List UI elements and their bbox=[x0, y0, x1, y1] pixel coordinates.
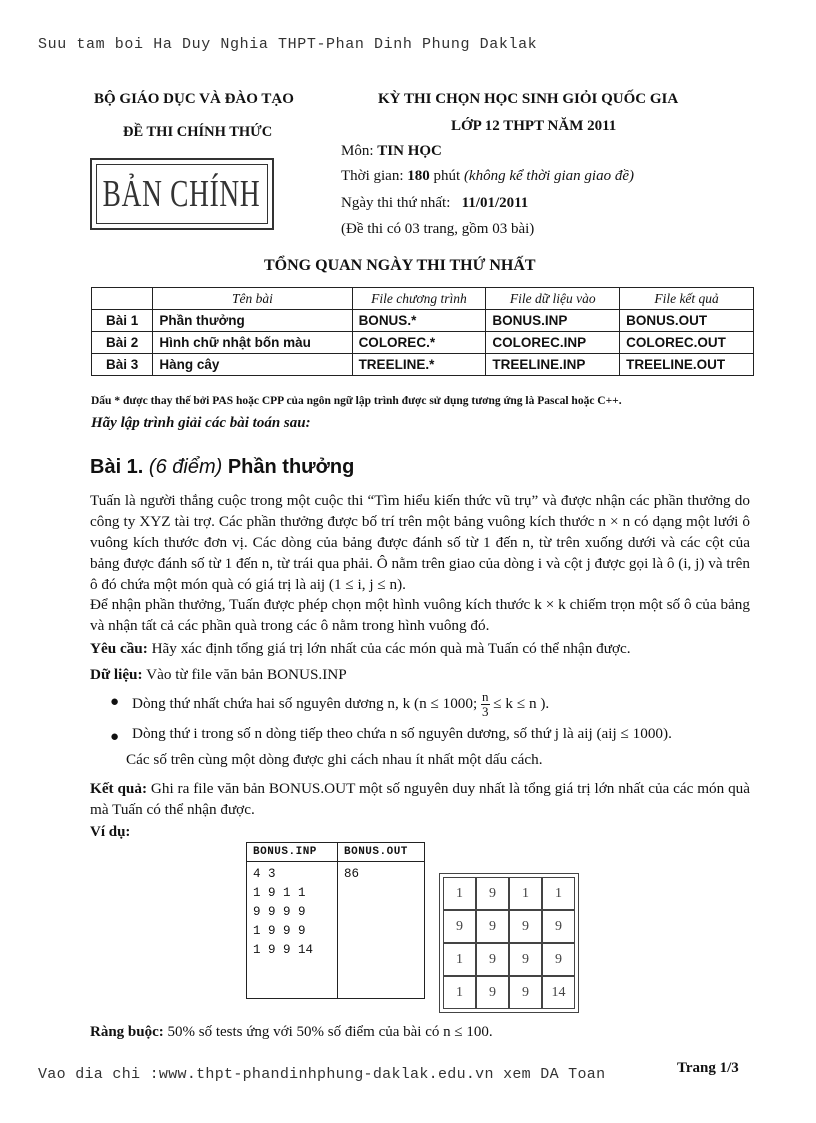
grid-row bbox=[443, 976, 575, 1009]
fraction-denominator: 3 bbox=[482, 704, 489, 719]
grid-cell: 1 bbox=[509, 877, 542, 910]
grid-cell: 9 bbox=[509, 943, 542, 976]
example-label: Ví dụ: bbox=[90, 824, 131, 840]
table-header: File chương trình bbox=[352, 288, 486, 310]
subject: TIN HỌC bbox=[377, 143, 442, 159]
example-input-line: 4 3 bbox=[253, 867, 276, 881]
bullet-1-text-b: ≤ k ≤ n ). bbox=[493, 694, 550, 712]
table-row bbox=[92, 332, 754, 354]
table-cell: BONUS.OUT bbox=[620, 310, 754, 332]
example-input-header: BONUS.INP bbox=[247, 843, 338, 862]
fraction-numerator: n bbox=[482, 689, 489, 704]
time-value: 180 bbox=[407, 168, 430, 184]
grid-cell: 9 bbox=[509, 976, 542, 1009]
table-row bbox=[92, 310, 754, 332]
constraint bbox=[90, 1024, 493, 1041]
constraint-text: 50% số tests ứng với 50% số điểm của bài có n ≤ 100. bbox=[167, 1024, 493, 1040]
subject-line bbox=[341, 143, 442, 160]
table-cell: Bài 2 bbox=[92, 332, 153, 354]
input-text: Vào từ file văn bản BONUS.INP bbox=[146, 666, 347, 683]
requirement bbox=[90, 638, 750, 659]
ext-note: Dấu * được thay thế bởi PAS hoặc CPP của ngôn ngữ lập trình được sử dụng tương ứng là Pascal hoặc C++. bbox=[91, 395, 622, 407]
stamp-text: BẢN CHÍNH bbox=[103, 173, 261, 215]
output-label: Kết quả: bbox=[90, 780, 148, 797]
problem-title bbox=[90, 456, 354, 479]
table-cell: TREELINE.INP bbox=[486, 354, 620, 376]
instruction: Hãy lập trình giải các bài toán sau: bbox=[91, 415, 311, 431]
table-cell: Bài 3 bbox=[92, 354, 153, 376]
example-output bbox=[338, 862, 425, 999]
problem-number: Bài 1. bbox=[90, 456, 144, 478]
problem-name: Phần thưởng bbox=[227, 456, 355, 478]
grid-row bbox=[443, 877, 575, 910]
table-header: File dữ liệu vào bbox=[486, 288, 620, 310]
grid-row bbox=[443, 910, 575, 943]
table-cell: Phần thưởng bbox=[153, 310, 352, 332]
table-cell: Hình chữ nhật bốn màu bbox=[153, 332, 352, 354]
overview-table bbox=[91, 287, 754, 376]
time-unit: phút bbox=[433, 168, 461, 184]
problem-points: (6 điểm) bbox=[148, 456, 223, 478]
grid-cell: 9 bbox=[443, 910, 476, 943]
constraint-label: Ràng buộc: bbox=[90, 1024, 164, 1040]
table-cell: TREELINE.OUT bbox=[620, 354, 754, 376]
pages-note: (Đề thi có 03 trang, gồm 03 bài) bbox=[341, 221, 535, 237]
date-value: 11/01/2011 bbox=[461, 195, 529, 211]
table-header-row bbox=[92, 288, 754, 310]
page-number: Trang 1/3 bbox=[677, 1060, 739, 1076]
grid-cell: 9 bbox=[542, 910, 575, 943]
grid-cell: 9 bbox=[509, 910, 542, 943]
bullet-1-text-a: Dòng thứ nhất chứa hai số nguyên dương n, k (n ≤ 1000; bbox=[132, 694, 478, 712]
grid-cell: 1 bbox=[443, 943, 476, 976]
header-note: Suu tam boi Ha Duy Nghia THPT-Phan Dinh Phung Daklak bbox=[38, 36, 538, 53]
example-input-line: 9 9 9 9 bbox=[253, 905, 306, 919]
grid-cell: 1 bbox=[443, 976, 476, 1009]
official-stamp bbox=[90, 158, 274, 230]
grid-cell: 9 bbox=[476, 976, 509, 1009]
official-note: ĐỀ THI CHÍNH THỨC bbox=[123, 124, 273, 140]
grid-cell: 9 bbox=[476, 877, 509, 910]
output-spec bbox=[90, 778, 750, 820]
table-header bbox=[92, 288, 153, 310]
example-grid bbox=[439, 873, 579, 1013]
grid-cell: 9 bbox=[542, 943, 575, 976]
table-cell: BONUS.* bbox=[352, 310, 486, 332]
table-cell: COLOREC.OUT bbox=[620, 332, 754, 354]
example-body-row bbox=[247, 862, 425, 999]
requirement-text: Hãy xác định tổng giá trị lớn nhất của các món quà mà Tuấn có thể nhận được. bbox=[151, 640, 631, 657]
table-cell: Bài 1 bbox=[92, 310, 153, 332]
table-cell: COLOREC.INP bbox=[486, 332, 620, 354]
overview-title: TỔNG QUAN NGÀY THI THỨ NHẤT bbox=[264, 257, 536, 274]
example-input bbox=[247, 862, 338, 999]
example-input-line: 1 9 9 14 bbox=[253, 943, 314, 957]
output-text: Ghi ra file văn bản BONUS.OUT một số nguyên duy nhất là tổng giá trị lớn nhất của các món quà mà Tuấn có thể nhận được. bbox=[90, 780, 751, 818]
fraction bbox=[481, 690, 490, 719]
example-header-row bbox=[247, 843, 425, 862]
table-cell: BONUS.INP bbox=[486, 310, 620, 332]
table-cell: TREELINE.* bbox=[352, 354, 486, 376]
separator-note: Các số trên cùng một dòng được ghi cách nhau ít nhất một dấu cách. bbox=[126, 751, 543, 768]
example-output-line: 86 bbox=[344, 867, 360, 881]
exam-grade: LỚP 12 THPT NĂM 2011 bbox=[451, 118, 617, 134]
grid-cell: 9 bbox=[476, 943, 509, 976]
problem-paragraph-1: Tuấn là người thắng cuộc trong một cuộc thi “Tìm hiểu kiến thức vũ trụ” và được nhận các phần thưởng do công ty XYZ tài trợ. Các phần thưởng được bố trí trên một bảng vuông kích thước n × n có dạng một lưới ô vuông kích thước đơn vị. Các dòng của bảng được đánh số từ 1 đến n, từ trên xuống dưới và các cột của bảng được đánh số từ 1 đến n, từ trái qua phải. Ô nằm trên giao của dòng i và cột j được gọi là ô (i, j) và trên ô đó chứa một món quà có giá trị là aij (1 ≤ i, j ≤ n). bbox=[90, 492, 750, 593]
requirement-label: Yêu cầu: bbox=[90, 640, 148, 657]
input-label: Dữ liệu: bbox=[90, 666, 143, 683]
table-cell: COLOREC.* bbox=[352, 332, 486, 354]
grid-cell: 14 bbox=[542, 976, 575, 1009]
problem-paragraph-2: Để nhận phần thưởng, Tuấn được phép chọn một hình vuông kích thước k × k chiếm trọn một số ô của bảng và nhận tất cả các phần quà trong các ô nằm trong hình vuông đó. bbox=[90, 596, 750, 634]
example-output-header: BONUS.OUT bbox=[338, 843, 425, 862]
example-input-line: 1 9 9 9 bbox=[253, 924, 306, 938]
grid-cell: 1 bbox=[443, 877, 476, 910]
time-line bbox=[341, 168, 634, 185]
input-spec bbox=[90, 664, 750, 685]
footer-note: Vao dia chi :www.thpt-phandinhphung-daklak.edu.vn xem DA Toan bbox=[38, 1066, 606, 1083]
table-row bbox=[92, 354, 754, 376]
grid-row bbox=[443, 943, 575, 976]
example-input-line: 1 9 1 1 bbox=[253, 886, 306, 900]
date-label: Ngày thi thứ nhất: bbox=[341, 195, 451, 211]
grid-cell: 9 bbox=[476, 910, 509, 943]
table-header: Tên bài bbox=[153, 288, 352, 310]
bullet-icon: ● bbox=[110, 729, 120, 745]
table-cell: Hàng cây bbox=[153, 354, 352, 376]
exam-title: KỲ THI CHỌN HỌC SINH GIỎI QUỐC GIA bbox=[378, 91, 679, 107]
time-note: (không kể thời gian giao đề) bbox=[463, 168, 634, 184]
ministry: BỘ GIÁO DỤC VÀ ĐÀO TẠO bbox=[94, 91, 294, 107]
date-line bbox=[341, 195, 528, 212]
input-bullet-2: Dòng thứ i trong số n dòng tiếp theo chứa n số nguyên dương, số thứ j là aij (aij ≤ 1000). bbox=[132, 725, 672, 742]
grid-cell: 1 bbox=[542, 877, 575, 910]
input-bullet-1 bbox=[132, 690, 549, 719]
table-header: File kết quả bbox=[620, 288, 754, 310]
subject-label: Môn: bbox=[341, 143, 374, 159]
example-table bbox=[246, 842, 425, 999]
bullet-icon: ● bbox=[110, 694, 120, 710]
time-label: Thời gian: bbox=[341, 168, 404, 184]
